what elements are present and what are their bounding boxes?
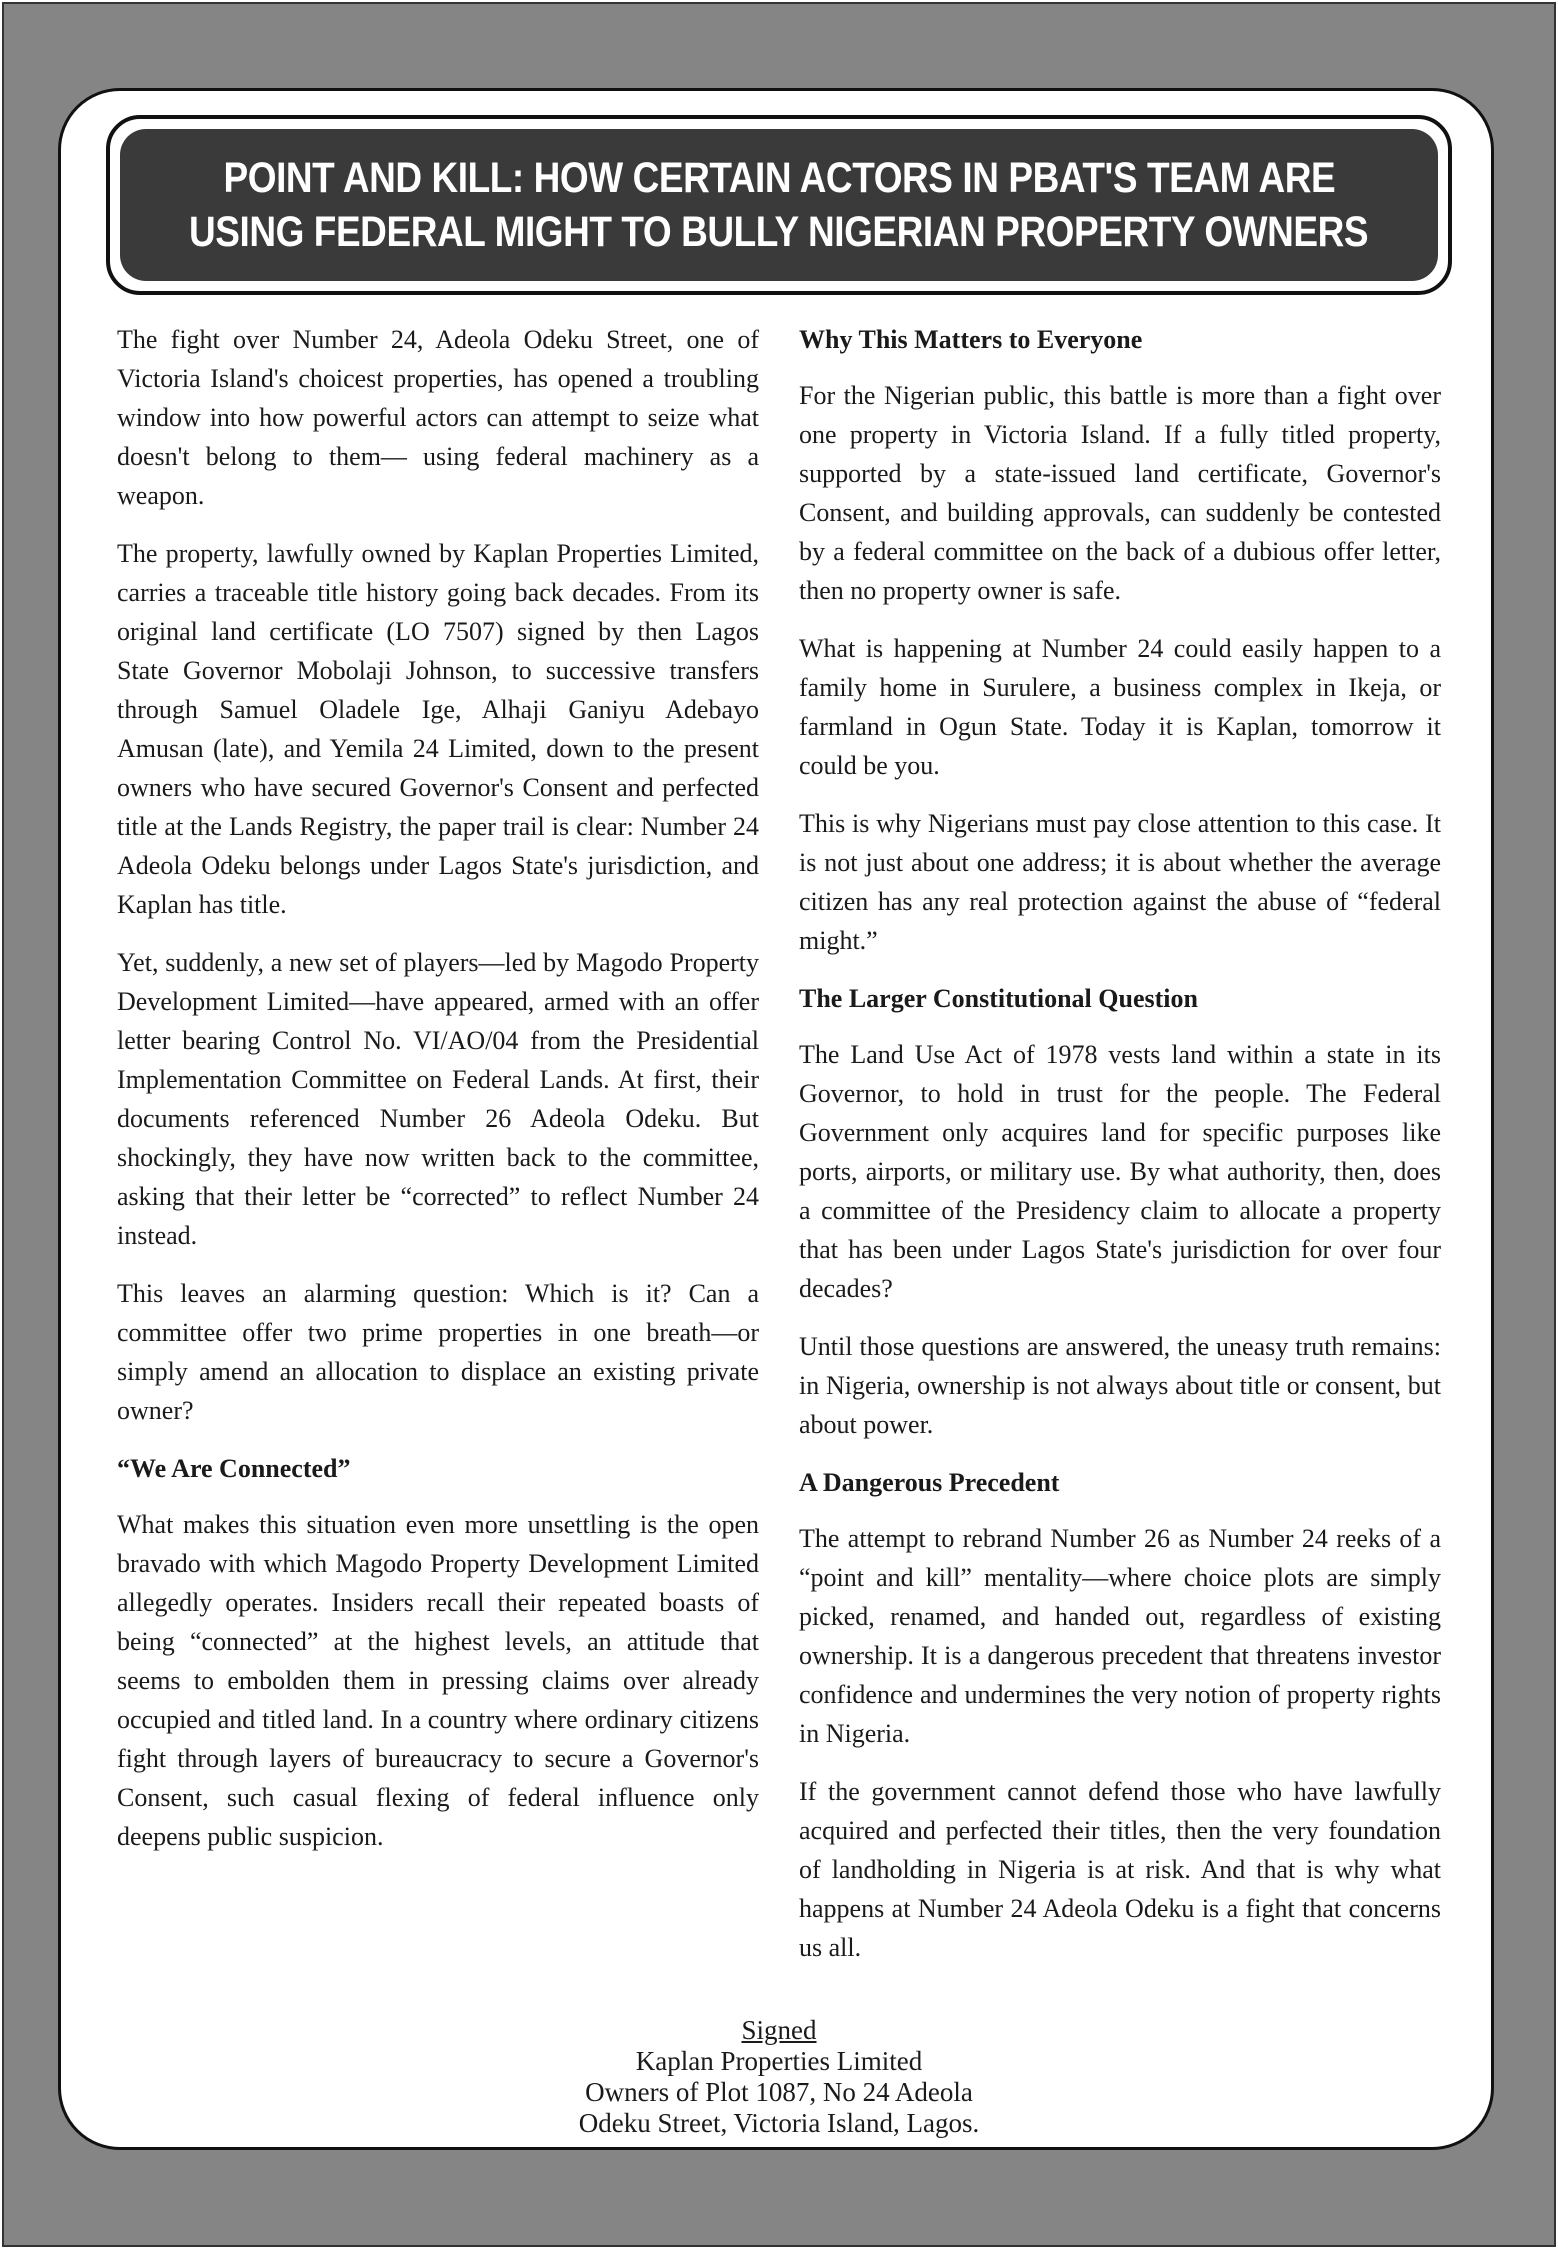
signature-title: Signed [741, 2015, 817, 2045]
paragraph: What makes this situation even more unsettling is the open bravado with which Magodo Property Development Limited allegedly operates. Insiders recall their repeated boasts of being “connected” at the highest levels, an attitude that seems to embolden them in pressing claims over already occupied and titled land. In a country where ordinary citizens fight through layers of bureaucracy to secure a Governor's Consent, such casual flexing of federal influence only deepens public suspicion. [117, 1510, 759, 1851]
section-heading: A Dangerous Precedent [799, 1468, 1060, 1497]
section-heading: Why This Matters to Everyone [799, 325, 1143, 354]
paragraph: This leaves an alarming question: Which is it? Can a committee offer two prime properties in one breath—or simply amend an allocation to displace an existing private owner? [117, 1279, 759, 1425]
paragraph: If the government cannot defend those who have lawfully acquired and perfected their titles, then the very foundation of landholding in Nigeria is at risk. And that is why what happens at Number 24 Adeola Odeku is a fight that concerns us all. [799, 1777, 1441, 1962]
paragraph: The fight over Number 24, Adeola Odeku Street, one of Victoria Island's choicest properties, has opened a troubling window into how powerful actors can attempt to seize what doesn't belong to them— using federal machinery as a weapon. [117, 325, 759, 510]
signature-line-2: Owners of Plot 1087, No 24 Adeola [585, 2077, 973, 2107]
section-heading: “We Are Connected” [117, 1454, 351, 1483]
signature-line-3: Odeku Street, Victoria Island, Lagos. [578, 2108, 980, 2138]
left-column [117, 320, 759, 1875]
paragraph: The attempt to rebrand Number 26 as Number 24 reeks of a “point and kill” mentality—where choice plots are simply picked, renamed, and handed out, regardless of existing ownership. It is a dangerous precedent that threatens investor confidence and undermines the very notion of property rights in Nigeria. [799, 1524, 1441, 1748]
paragraph: The property, lawfully owned by Kaplan Properties Limited, carries a traceable title history going back decades. From its original land certificate (LO 7507) signed by then Lagos State Governor Mobolaji Johnson, to successive transfers through Samuel Oladele Ige, Alhaji Ganiyu Adebayo Amusan (late), and Yemila 24 Limited, down to the present owners who have secured Governor's Consent and perfected title at the Lands Registry, the paper trail is clear: Number 24 Adeola Odeku belongs under Lagos State's jurisdiction, and Kaplan has title. [117, 539, 759, 919]
paragraph: Yet, suddenly, a new set of players—led by Magodo Property Development Limited—have appeared, armed with an offer letter bearing Control No. VI/AO/04 from the Presidential Implementation Committee on Federal Lands. At first, their documents referenced Number 26 Adeola Odeku. But shockingly, they have now written back to the committee, asking that their letter be “corrected” to reflect Number 24 instead. [117, 948, 759, 1250]
paragraph: Until those questions are answered, the uneasy truth remains: in Nigeria, ownership is not always about title or consent, but about power. [799, 1332, 1441, 1439]
headline-banner [120, 129, 1438, 281]
headline-line-1: POINT AND KILL: HOW CERTAIN ACTORS IN PBAT'S TEAM ARE [223, 154, 1335, 202]
signature-line-1: Kaplan Properties Limited [635, 2046, 923, 2076]
section-heading: The Larger Constitutional Question [799, 984, 1198, 1013]
paragraph: This is why Nigerians must pay close attention to this case. It is not just about one address; it is about whether the average citizen has any real protection against the abuse of “federal might.” [799, 809, 1441, 955]
paragraph: For the Nigerian public, this battle is more than a fight over one property in Victoria Island. If a fully titled property, supported by a state-issued land certificate, Governor's Consent, and building approvals, can suddenly be contested by a federal committee on the back of a dubious offer letter, then no property owner is safe. [799, 381, 1441, 605]
headline-box [106, 115, 1452, 295]
paragraph: The Land Use Act of 1978 vests land within a state in its Governor, to hold in trust for the people. The Federal Government only acquires land for specific purposes like ports, airports, or military use. By what authority, then, does a committee of the Presidency claim to allocate a property that has been under Lagos State's jurisdiction for over four decades? [799, 1040, 1441, 1303]
right-column [799, 320, 1441, 1986]
headline-line-2: USING FEDERAL MIGHT TO BULLY NIGERIAN PROPERTY OWNERS [189, 208, 1369, 256]
signature-block [0, 2015, 1558, 2139]
paragraph: What is happening at Number 24 could easily happen to a family home in Surulere, a business complex in Ikeja, or farmland in Ogun State. Today it is Kaplan, tomorrow it could be you. [799, 634, 1441, 780]
